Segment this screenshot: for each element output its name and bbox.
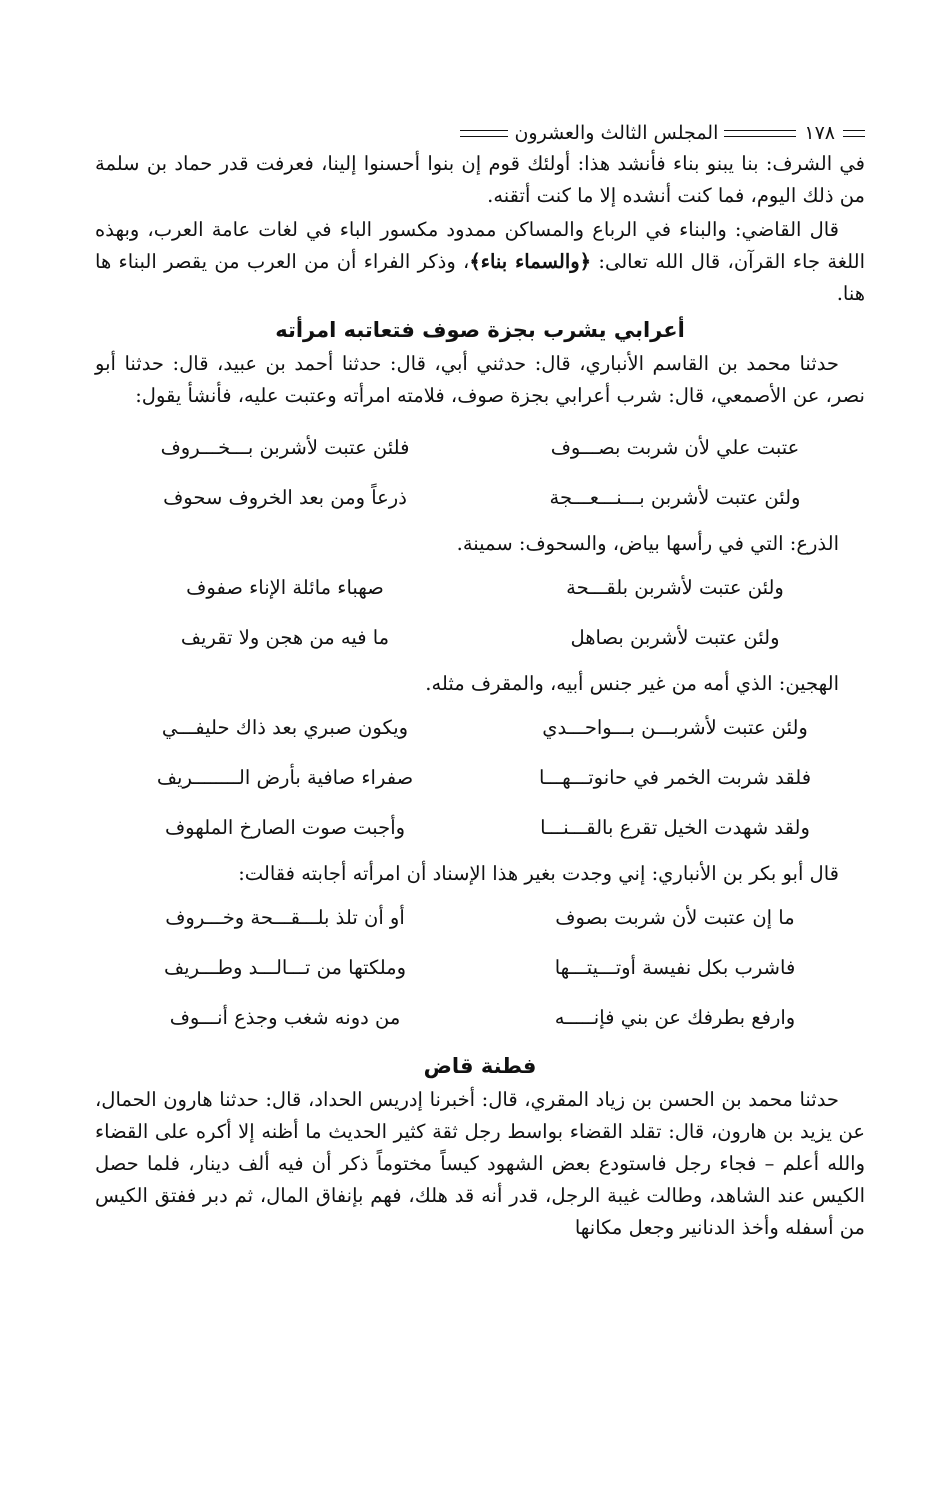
running-header [95, 118, 865, 148]
verse-second-hemistich: صفراء صافية بأرض الــــــــريف [156, 765, 414, 789]
verse-second-hemistich: وأجبت صوت الصارخ الملهوف [164, 815, 406, 839]
verse-line [95, 942, 865, 992]
verse-second-hemistich: من دونه شغب وجذع أنـــوف [169, 1005, 401, 1029]
verse-first-hemistich: فاشرب بكل نفيسة أوتـــيتـــها [554, 955, 796, 979]
chapter-title: المجلس الثالث والعشرون [514, 122, 719, 144]
gloss-note-a: الذرع: التي في رأسها بياض، والسحوف: سمينة. [456, 532, 839, 555]
verse-line [95, 472, 865, 522]
section-heading-bedouin: أعرابي يشرب بجزة صوف فتعاتبه امرأته [275, 318, 685, 342]
intro-p2-after: ، وذكر الفراء أن من العرب من يقصر البناء ها هنا. [95, 250, 865, 305]
verses-group-d [95, 892, 865, 1042]
verse-first-hemistich: ولئن عتبت لأشربن بصاهل [570, 625, 780, 649]
gloss-note-b: الهجين: الذي أمه من غير جنس أبيه، والمقرف مثله. [425, 672, 839, 695]
verse-line [95, 422, 865, 472]
verse-line [95, 702, 865, 752]
verse-line [95, 612, 865, 662]
verse-second-hemistich: ويكون صبري بعد ذاك حليفـــي [161, 715, 409, 739]
verse-first-hemistich: ولئن عتبت لأشربن بـــنـــعـــجة [549, 485, 801, 509]
book-page [95, 118, 865, 1244]
page-number: ١٧٨ [804, 122, 835, 144]
section-heading-judge: فطنة قاض [423, 1054, 537, 1078]
verse-first-hemistich: ولئن عتبت لأشربـــن بـــواحـــدي [542, 715, 808, 739]
header-rule-right [843, 130, 865, 137]
verse-line [95, 562, 865, 612]
intro-paragraph-2 [95, 214, 865, 310]
verse-first-hemistich: وارفع بطرفك عن بني فإنـــــه [554, 1005, 796, 1029]
verse-second-hemistich: وملكتها من تـــالـــد وطـــريف [163, 955, 407, 979]
verses-group-b [95, 562, 865, 662]
verse-first-hemistich: ما إن عتبت لأن شربت بصوف [555, 905, 795, 929]
verse-line [95, 802, 865, 852]
verses-group-c [95, 702, 865, 852]
quran-quote: ﴿والسماء بناء﴾ [469, 250, 592, 273]
section1-paragraph: حدثنا محمد بن القاسم الأنباري، قال: حدثني أبي، قال: حدثنا أحمد بن عبيد، قال: حدثنا أبو نصر، عن الأصمعي، قال: شرب أعرابي بجزة صوف، فلامته امرأته وعتبت عليه، فأنشأ يقول: [95, 352, 865, 407]
verse-first-hemistich: ولئن عتبت لأشربن بلقـــحة [566, 575, 784, 599]
verse-second-hemistich: أو أن تلذ بلـــقـــحة وخـــروف [165, 905, 405, 929]
verse-second-hemistich: ذرعاً ومن بعد الخروف سحوف [163, 485, 407, 509]
intro-p2-before: قال القاضي: والبناء في الرباع والمساكن ممدود مكسور الباء في لغات عامة العرب، وبهذه اللغة جاء القرآن، قال الله تعالى: [95, 218, 866, 273]
verse-line [95, 892, 865, 942]
intro-paragraph-1: في الشرف: بنا يبنو بناء فأنشد هذا: أولئك قوم إن بنوا أحسنوا إلينا، فعرفت قدر حماد بن سلمة من ذلك اليوم، فما كنت أنشده إلا ما كنت أتقنه. [95, 152, 865, 207]
verse-first-hemistich: عتبت علي لأن شربت بصـــوف [550, 435, 800, 459]
verse-line [95, 992, 865, 1042]
verse-second-hemistich: فلئن عتبت لأشربن بـــخـــروف [160, 435, 410, 459]
verse-line [95, 752, 865, 802]
verses-group-a [95, 422, 865, 522]
narration-note-c: قال أبو بكر بن الأنباري: إني وجدت بغير هذا الإسناد أن امرأته أجابته فقالت: [238, 862, 839, 885]
header-rule-middle [724, 130, 796, 137]
header-rule-left [460, 130, 508, 137]
section2-paragraph: حدثنا محمد بن الحسن بن زياد المقري، قال: أخبرنا إدريس الحداد، قال: حدثنا هارون الحمال، عن يزيد بن هارون، قال: تقلد القضاء بواسط رجل ثقة كثير الحديث ما أظنه إلا أكره على القضاء والله أعلم – فجاء رجل فاستودع بعض الشهود كيساً مختوماً ذكر أن فيه ألف دينار، فلما حصل الكيس عند الشاهد، وطالت غيبة الرجل، قدر أنه قد هلك، فهم بإنفاق المال، ثم دبر ففتق الكيس من أسفله وأخذ الدنانير وجعل مكانها [95, 1088, 865, 1239]
verse-second-hemistich: ما فيه من هجن ولا تقريف [180, 625, 390, 649]
verse-first-hemistich: فلقد شربت الخمر في حانوتـــهـــا [538, 765, 812, 789]
verse-second-hemistich: صهباء مائلة الإناء صفوف [186, 575, 384, 599]
verse-first-hemistich: ولقد شهدت الخيل تقرع بالقـــنـــا [540, 815, 810, 839]
